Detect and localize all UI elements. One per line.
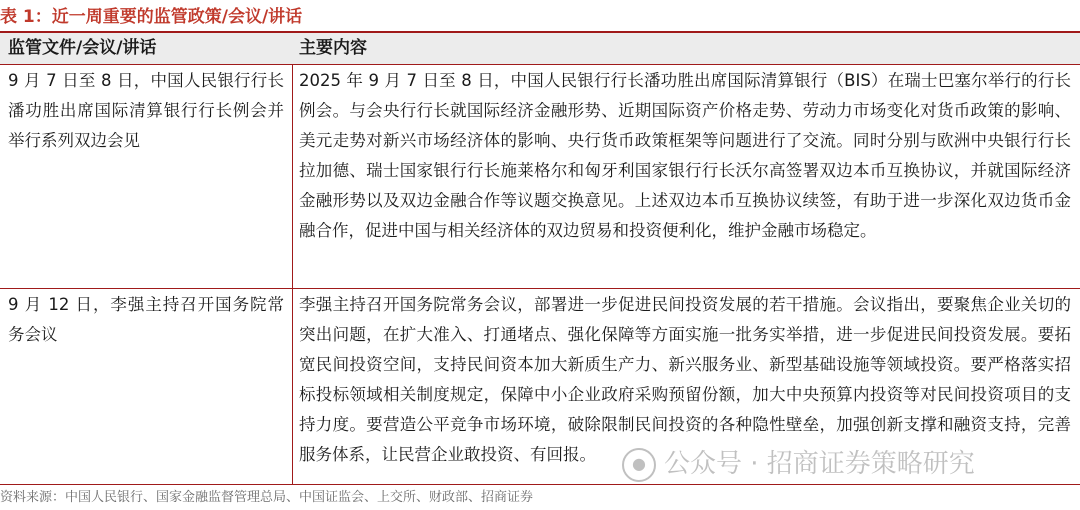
watermark <box>622 446 975 482</box>
watermark-text: 公众号 · 招商证券策略研究 <box>664 449 975 479</box>
row-2-content: 李强主持召开国务院常务会议，部署进一步促进民间投资发展的若干措施。会议指出，要聚焦企业关切的突出问题，在扩大准入、打通堵点、强化保障等方面实施一批务实举措，进一步促进民间投资发展。要拓宽民间投资空间，支持民间资本加大新质生产力、新兴服务业、新型基础设施等领域投资。要严格落实招标投标领域相关制度规定，保障中小企业政府采购预留份额，加大中央预算内投资等对民间投资项目的支持力度。要营造公平竞争市场环境，破除限制民间投资的各种隐性壁垒，加强创新支撑和融资支持，完善服务体系，让民营企业敢投资、有回报。 <box>299 295 1071 464</box>
row-divider <box>0 288 1080 289</box>
bottom-rule <box>0 484 1080 485</box>
header-col-event: 监管文件/会议/讲话 <box>8 38 157 58</box>
table-header <box>0 33 1080 64</box>
column-divider <box>292 288 293 484</box>
header-col-content: 主要内容 <box>299 38 367 58</box>
row-1-content: 2025 年 9 月 7 日至 8 日，中国人民银行行长潘功胜出席国际清算银行（BIS）在瑞士巴塞尔举行的行长例会。与会央行行长就国际经济金融形势、近期国际资产价格走势、劳动力市场变化对货币政策的影响、美元走势对新兴市场经济体的影响、央行货币政策框架等问题进行了交流。同时分别与欧洲中央银行行长拉加德、瑞士国家银行行长施莱格尔和匈牙利国家银行行长沃尔高签署双边本币互换协议，并就国际经济金融形势以及双边金融合作等议题交换意见。上述双边本币互换协议续签，有助于进一步深化双边货币金融合作，促进中国与相关经济体的双边贸易和投资便利化，维护金融市场稳定。 <box>299 71 1071 240</box>
table-title: 表 1：近一周重要的监管政策/会议/讲话 <box>0 7 303 27</box>
source-note: 资料来源：中国人民银行、国家金融监督管理总局、中国证监会、上交所、财政部、招商证券 <box>0 490 534 505</box>
column-divider <box>292 64 293 288</box>
row-2-event: 9 月 12 日，李强主持召开国务院常务会议 <box>8 295 284 344</box>
wechat-icon: ● <box>622 448 656 482</box>
header-rule <box>0 64 1080 65</box>
row-1-event: 9 月 7 日至 8 日，中国人民银行行长潘功胜出席国际清算银行行长例会并举行系列双边会见 <box>8 71 284 150</box>
